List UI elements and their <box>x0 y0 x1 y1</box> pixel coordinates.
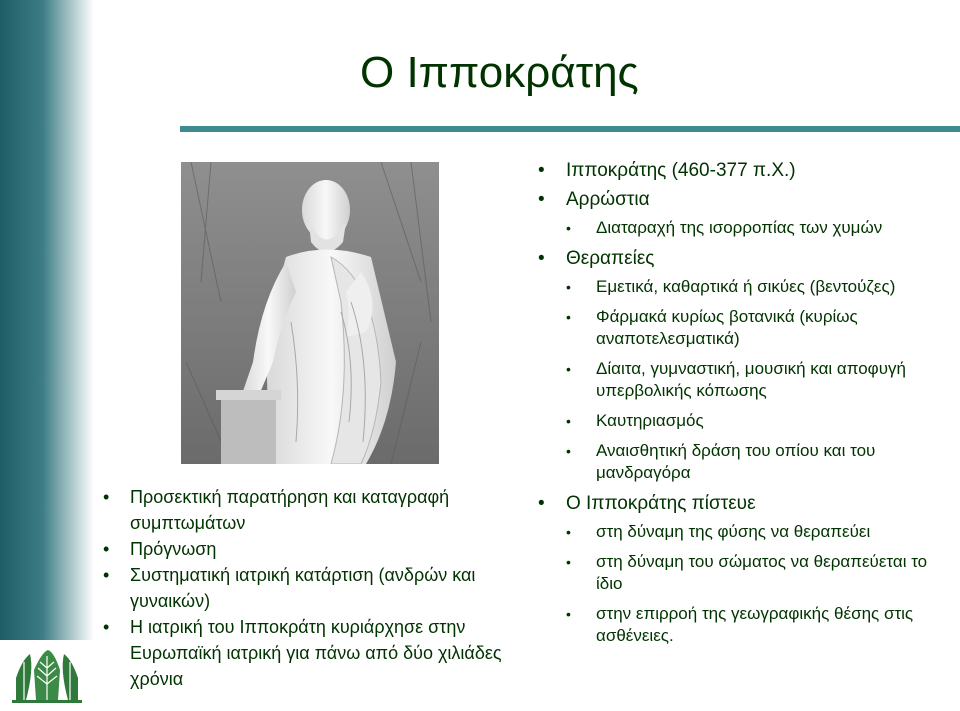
list-item: • Ιπποκράτης (460-377 π.Χ.) <box>538 159 953 183</box>
list-item: • Θεραπείες <box>538 247 953 271</box>
list-item: • στη δύναμη της φύσης να θεραπεύει <box>538 521 953 543</box>
list-item: • Ο Ιπποκράτης πίστευε <box>538 492 953 516</box>
list-item: • Εμετικά, καθαρτικά ή σικύες (βεντούζες) <box>538 276 953 298</box>
list-item: • στην επιρροή της γεωγραφικής θέσης στις ασθένειες. <box>538 603 953 647</box>
list-item: • Αναισθητική δράση του οπίου και του μανδραγόρα <box>538 440 953 484</box>
list-item: • Καυτηριασμός <box>538 410 953 432</box>
list-item: • Δίαιτα, γυμναστική, μουσική και αποφυγή υπερβολικής κόπωσης <box>538 358 953 402</box>
list-item: • Πρόγνωση <box>103 536 543 562</box>
list-item: • Διαταραχή της ισορροπίας των χυμών <box>538 217 953 239</box>
list-item: • Η ιατρική του Ιπποκράτη κυριάρχησε στην Ευρωπαϊκή ιατρική για πάνω από δύο χιλιάδες χρόνια <box>103 614 543 692</box>
hippocrates-statue-photo <box>181 162 439 464</box>
list-item: • στη δύναμη του σώματος να θεραπεύεται το ίδιο <box>538 551 953 595</box>
left-bullet-list <box>103 484 543 692</box>
list-item: • Αρρώστια <box>538 188 953 212</box>
list-item: • Φάρμακά κυρίως βοτανικά (κυρίως αναποτελεσματικά) <box>538 306 953 350</box>
slide-title: Ο Ιπποκράτης <box>360 48 639 97</box>
sidebar-band <box>0 0 94 711</box>
list-item: • Προσεκτική παρατήρηση και καταγραφή συμπτωμάτων <box>103 484 543 536</box>
title-rule <box>180 126 960 132</box>
university-tree-logo <box>12 650 82 704</box>
right-bullet-list <box>538 156 953 655</box>
list-item: • Συστηματική ιατρική κατάρτιση (ανδρών και γυναικών) <box>103 562 543 614</box>
